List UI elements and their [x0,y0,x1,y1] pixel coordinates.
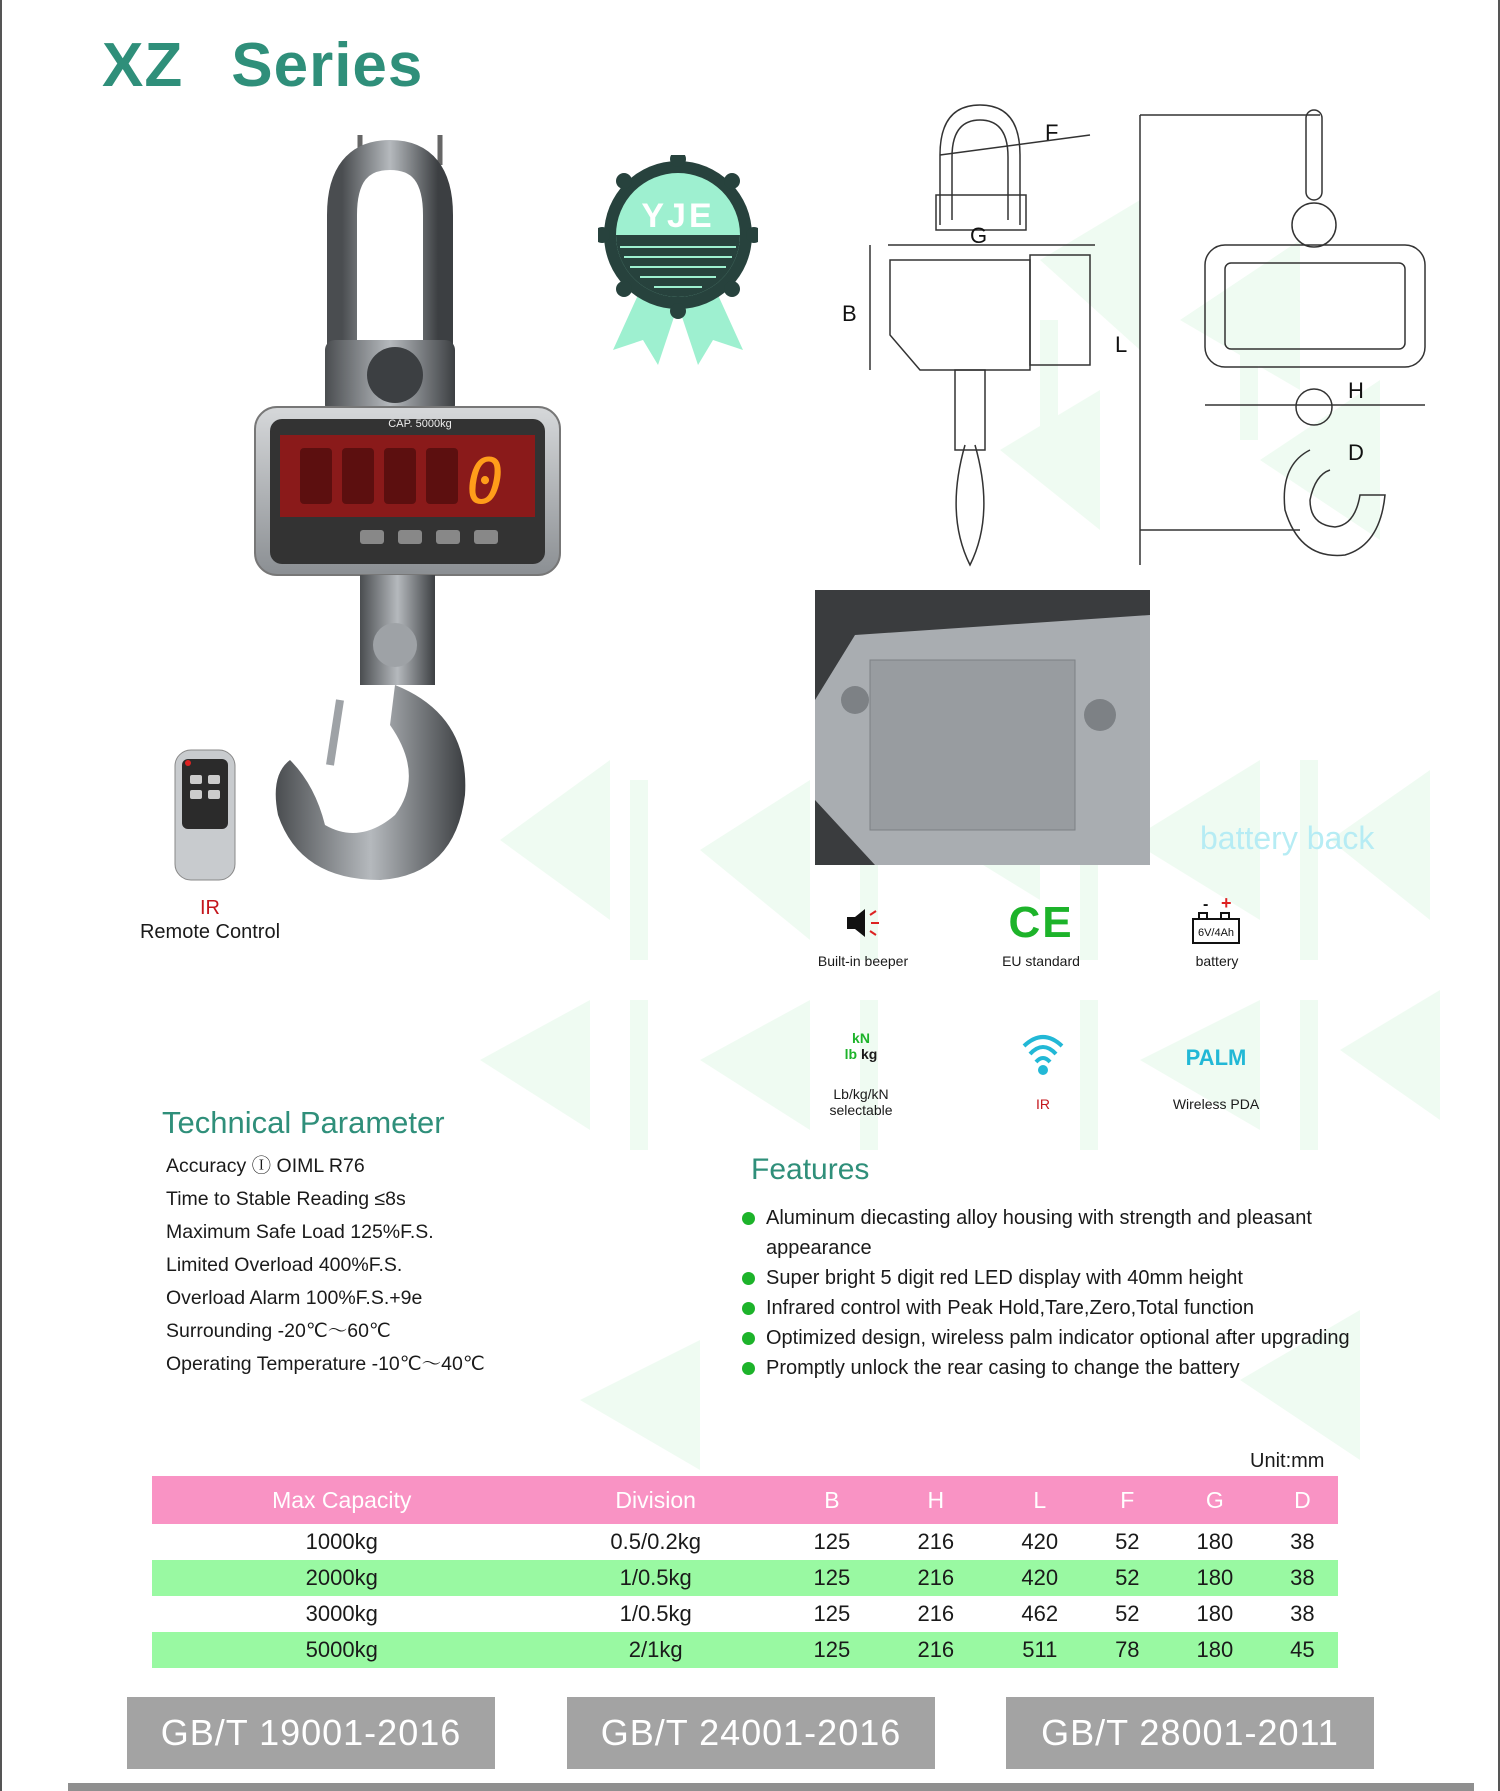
cell: 216 [917,1529,955,1554]
param-surrounding: Surrounding -20℃～60℃ [166,1320,391,1342]
param-operating-temp: Operating Temperature -10℃～40℃ [166,1353,485,1375]
cell: 216 [884,1560,988,1596]
wifi-icon [1018,1030,1068,1078]
unit-kn: kN [852,1030,870,1046]
battery-back-photo [815,590,1150,865]
cell: 2/1kg [531,1632,779,1668]
units-label-line2: selectable [829,1102,893,1118]
ir-label: IR [1036,1096,1050,1112]
table-header-row [152,1476,1338,1524]
remote-control-caption [100,896,320,944]
page-title [102,30,423,101]
technical-parameter-title: Technical Parameter [162,1105,445,1140]
cell: 462 [1021,1601,1059,1626]
speaker-icon [843,903,883,943]
feature-icon-palm [1141,1030,1291,1112]
unit-lb: lb [844,1046,858,1062]
feature-item: Optimized design, wireless palm indicator optional after upgrading [740,1323,1380,1353]
cell: 180 [1196,1529,1234,1554]
cell: 0.5/0.2kg [610,1529,701,1554]
unit-label: Unit:mm [1250,1450,1325,1472]
cell: 420 [1021,1529,1059,1554]
cell: 180 [1163,1632,1267,1668]
features-title: Features [751,1153,870,1186]
battery-spec: 6V/4Ah [1197,927,1235,939]
col-division: Division [531,1476,779,1524]
cell: 38 [1267,1560,1338,1596]
capacity-plate: CAP. 5000kg [388,418,452,430]
cell: 5000kg [152,1632,531,1668]
remote-name-label: Remote Control [139,921,281,943]
cell: 52 [1115,1601,1140,1626]
feature-icon-beeper [788,893,938,969]
badge-text: YJE [641,197,715,235]
cell: 1/0.5kg [531,1560,779,1596]
series-word: Series [231,31,424,100]
feature-item: Promptly unlock the rear casing to change the battery [740,1353,1380,1383]
feature-icon-units [786,1030,936,1118]
battery-icon [1189,895,1245,951]
page-frame-left [0,0,2,1791]
feature-item: Aluminum diecasting alloy housing with strength and pleasant appearance [740,1203,1380,1263]
battery-minus: - [1203,896,1209,913]
cell: 420 [988,1560,1092,1596]
dim-label-b: B [842,301,857,326]
dim-label-f: F [1045,120,1059,145]
feature-icon-battery [1142,893,1292,969]
cell: 125 [813,1529,851,1554]
features-list [740,1203,1380,1383]
standard-badge-ohsas: GB/T 28001-2011 [1006,1697,1374,1769]
palm-logo: PALM [1185,1045,1247,1070]
param-overload-alarm: Overload Alarm 100%F.S.+9e [166,1287,423,1309]
cell: 38 [1290,1529,1315,1554]
param-safe-load: Maximum Safe Load 125%F.S. [166,1221,434,1243]
cell: 1/0.5kg [619,1601,692,1626]
bottom-divider [68,1783,1474,1791]
battery-plus: + [1221,895,1232,913]
param-stable-time: Time to Stable Reading ≤8s [166,1188,406,1210]
eu-standard-label: EU standard [1002,953,1080,969]
col-d: D [1267,1476,1338,1524]
standard-badge-iso9001: GB/T 19001-2016 [127,1697,495,1769]
technical-parameter-list [166,1150,485,1381]
remote-ir-label: IR [200,897,220,919]
cell: 216 [917,1601,955,1626]
wireless-pda-label: Wireless PDA [1172,1096,1260,1112]
cell: 511 [988,1632,1092,1668]
cell: 3000kg [305,1601,378,1626]
col-g: G [1163,1476,1267,1524]
feature-item: Infrared control with Peak Hold,Tare,Zero,Total function [740,1293,1380,1323]
feature-item: Super bright 5 digit red LED display with 40mm height [740,1263,1380,1293]
table-row [152,1596,1338,1632]
unit-kg: kg [861,1046,878,1062]
beeper-label: Built-in beeper [817,953,909,969]
param-accuracy: Accuracy Ⓘ OIML R76 [166,1155,365,1177]
cell: 180 [1163,1560,1267,1596]
series-code: XZ [102,31,184,100]
col-h: H [884,1476,988,1524]
scale-reading: 0 [466,445,504,518]
table-row [152,1524,1338,1560]
ce-mark-icon: CE [1008,898,1074,947]
battery-back-caption: battery back [1200,820,1375,856]
dimension-drawing [840,95,1440,575]
cell: 38 [1290,1601,1315,1626]
dim-label-d: D [1348,440,1364,465]
col-b: B [780,1476,884,1524]
table-row [152,1560,1338,1596]
cell: 2000kg [152,1560,531,1596]
feature-icon-ir [968,1030,1118,1112]
cell: 216 [884,1632,988,1668]
param-overload: Limited Overload 400%F.S. [166,1254,403,1276]
standard-badge-iso14001: GB/T 24001-2016 [567,1697,935,1769]
remote-control-photo [170,745,240,885]
units-label-line1: Lb/kg/kN [833,1086,889,1102]
cell: 125 [780,1632,884,1668]
feature-icon-ce [966,893,1116,969]
table-row [152,1632,1338,1668]
spec-table [152,1476,1338,1668]
col-f: F [1092,1476,1163,1524]
crane-scale-photo [230,135,590,915]
cell: 125 [780,1560,884,1596]
cell: 45 [1267,1632,1338,1668]
cell: 180 [1196,1601,1234,1626]
battery-label: battery [1195,953,1239,969]
col-l: L [988,1476,1092,1524]
dim-label-l: L [1115,332,1128,357]
cell: 52 [1092,1560,1163,1596]
cell: 125 [813,1601,851,1626]
cell: 52 [1115,1529,1140,1554]
yje-badge-logo [598,155,758,365]
dim-label-g: G [970,223,988,248]
cell: 1000kg [305,1529,378,1554]
cell: 78 [1092,1632,1163,1668]
dim-label-h: H [1348,378,1364,403]
col-max-capacity: Max Capacity [152,1476,531,1524]
